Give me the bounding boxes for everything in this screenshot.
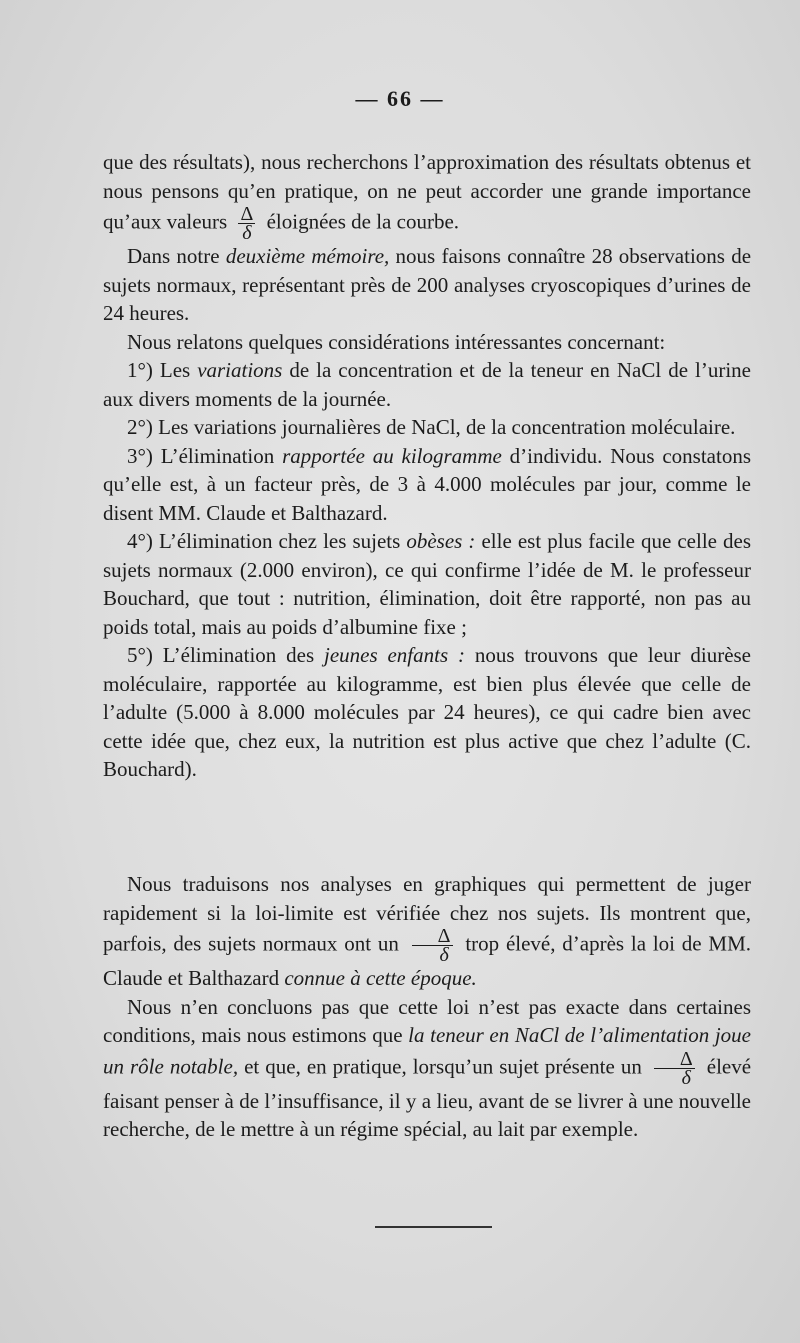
- main-text-block-2: [103, 870, 751, 1144]
- main-text-block-1: [103, 148, 751, 784]
- paragraph-7: Nous n’en concluons pas que cette loi n’est pas exacte dans certaines conditions, mais nous estimons que la teneur en NaCl de l’alimentation joue un rôle notable, et que, en pratique, lorsqu’un sujet présente un $\frac{\Delta}{\delta}$ élevé faisant penser à de l’insuffisance, il y a lieu, avant de se livrer à une nouvelle recherche, de le mettre à un régime spécial, au lait par exemple.: [103, 994, 752, 1141]
- list-item-2: 2°) Les variations journalières de NaCl, de la concentration moléculaire.: [127, 415, 736, 439]
- paragraph-1: [103, 148, 751, 242]
- list-item-1: 1°) Les variations de la concentration et de la teneur en NaCl de l’urine aux divers moments de la journée.: [103, 358, 751, 411]
- section-end-rule: [375, 1226, 492, 1228]
- paragraph-2: Dans notre deuxième mémoire, nous faisons connaître 28 observations de sujets normaux, représentant près de 200 analyses cryoscopiques d’urines de 24 heures.: [103, 244, 752, 325]
- delta-over-delta-fraction: $\frac{\Delta}{\delta}$: [654, 1050, 695, 1087]
- list-item-5: 5°) L’élimination des jeunes enfants : nous trouvons que leur diurèse moléculaire, rapportée au kilogramme, est bien plus élevée que celle de l’adulte (5.000 à 8.000 molécules par 24 heures), ce qui cadre bien avec cette idée que, chez eux, la nutrition est plus active que chez l’adulte (C. Bouchard).: [103, 643, 752, 781]
- delta-over-delta-fraction: $\frac{\Delta}{\delta}$: [240, 203, 254, 244]
- p1-text-a: que des résultats), nous recherchons l’approximation des résultats obtenus et nous pensons qu’en pratique, on ne peut accorder une grande importance qu’aux valeurs: [103, 150, 751, 234]
- paragraph-6: Nous traduisons nos analyses en graphiques qui permettent de juger rapidement si la loi-limite est vérifiée chez nos sujets. Ils montrent que, parfois, des sujets normaux ont un $\frac{\Delta}{\delta}$ trop élevé, d’après la loi de MM. Claude et Balthazard connue à cette époque.: [103, 872, 752, 990]
- list-item-3: 3°) L’élimination rapportée au kilogramme d’individu. Nous constatons qu’elle est, à un facteur près, de 3 à 4.000 molécules par jour, comme le disent MM. Claude et Balthazard.: [103, 443, 752, 525]
- p2-emphasis: deuxième mémoire,: [225, 244, 390, 268]
- delta-over-delta-fraction: $\frac{\Delta}{\delta}$: [412, 927, 453, 964]
- list-item-4: 4°) L’élimination chez les sujets obèses : elle est plus facile que celle des sujets normaux (2.000 environ), ce qui confirme l’idée de M. le professeur Bouchard, que tout : nutrition, élimination, doit être rapporté, non pas au poids total, mais au poids d’albumine fixe ;: [103, 529, 752, 639]
- p1-text-b: éloignées de la courbe.: [266, 209, 460, 234]
- paragraph-3: Nous relatons quelques considérations intéressantes concernant:: [127, 329, 666, 354]
- page-number: — 66 —: [355, 86, 445, 111]
